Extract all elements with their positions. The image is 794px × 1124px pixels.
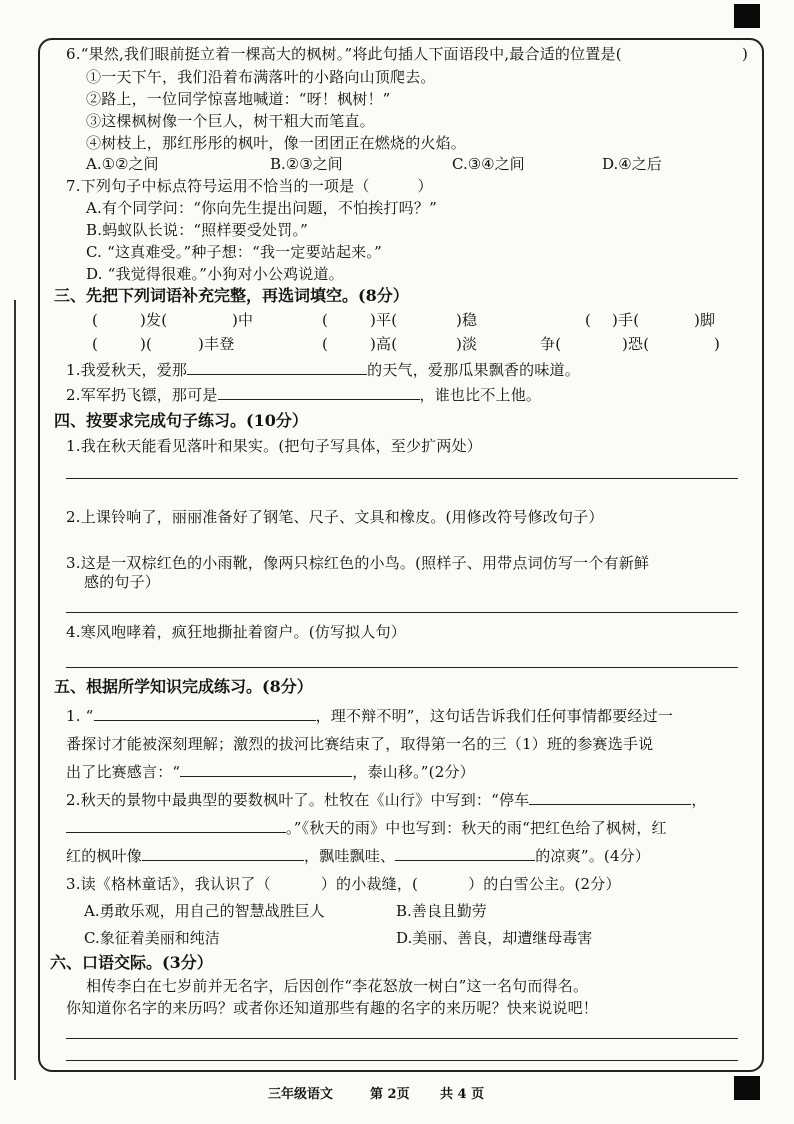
binding-line	[14, 300, 16, 1080]
q6-option-b[interactable]: B.②③之间	[270, 155, 343, 173]
sec3-idiom-3c: )脚	[694, 311, 716, 329]
q6-sentence-2: ②路上，一位同学惊喜地喊道：“呀！枫树！”	[86, 90, 391, 108]
footer-subject: 三年级语文	[268, 1087, 334, 1102]
sec3-idiom-1b[interactable]: )发(	[140, 311, 168, 329]
sec3-idiom-2a: (	[322, 311, 329, 329]
sec5-option-c[interactable]: C.象征着美丽和纯洁	[84, 929, 220, 947]
q7-option-a[interactable]: A.有个同学问：“你向先生提出问题，不怕挨打吗？”	[86, 199, 437, 217]
sec3-idiom-3b[interactable]: )手(	[612, 311, 640, 329]
sec4-q1: 1.我在秋天能看见落叶和果实。(把句子写具体，至少扩两处）	[66, 437, 482, 455]
sec3-idiom-4a: (	[92, 335, 99, 353]
q6-sentence-4: ④树枝上，那红彤彤的枫叶，像一团团正在燃烧的火焰。	[86, 134, 467, 152]
q6-stem: 6.“果然,我们眼前挺立着一棵高大的枫树。”将此句插人下面语段中,最合适的位置是(	[66, 45, 622, 63]
registration-mark-bottom-right	[734, 1076, 760, 1100]
sec5-option-a[interactable]: A.勇敢乐观，用自己的智慧战胜巨人	[84, 902, 325, 920]
sec5-q1-blank-1[interactable]	[94, 706, 316, 721]
sec5-q2-line1: 2.秋天的景物中最典型的要数枫叶了。杜牧在《山行》中写到：“停车 ，	[66, 791, 707, 809]
sec5-q2-blank-1[interactable]	[529, 790, 691, 805]
sec6-answer-line-2[interactable]	[66, 1060, 738, 1061]
section-5-title: 五、根据所学知识完成练习。(8分）	[54, 677, 313, 696]
sec3-fill-2: 2.军军扔飞镖，那可是 ，谁也比不上他。	[66, 386, 542, 404]
sec5-q1-blank-2[interactable]	[180, 762, 352, 777]
sec3-idiom-5b[interactable]: )高(	[370, 335, 398, 353]
q6-answer-paren[interactable]: )	[742, 45, 749, 63]
sec4-q3-line1: 3.这是一双棕红色的小雨靴，像两只棕红色的小鸟。(照样子、用带点词仿写一个有新鲜	[66, 554, 650, 572]
sec3-idiom-4c: )丰登	[198, 335, 235, 353]
sec5-q3: 3.读《格林童话》，我认识了（ ）的小裁缝，( ）的白雪公主。(2分）	[66, 875, 621, 893]
sec3-idiom-5a: (	[322, 335, 329, 353]
sec5-q2-blank-3[interactable]	[142, 846, 304, 861]
section-3-title: 三、先把下列词语补充完整，再选词填空。(8分）	[54, 286, 409, 305]
sec3-idiom-1a: (	[92, 311, 99, 329]
sec4-q1-answer-line[interactable]	[66, 478, 738, 479]
sec3-idiom-6b[interactable]: )恐(	[622, 335, 650, 353]
sec4-q2: 2.上课铃响了，丽丽准备好了钢笔、尺子、文具和橡皮。(用修改符号修改句子）	[66, 508, 604, 526]
q7-stem: 7.下列句子中标点符号运用不恰当的一项是（ ）	[66, 177, 433, 195]
sec3-idiom-5c: )淡	[456, 335, 478, 353]
sec5-q2-line2: 。”《秋天的雨》中也写到：秋天的雨“把红色给了枫树，红	[66, 818, 667, 838]
sec3-idiom-1c: )中	[232, 311, 254, 329]
footer-page-number: 第 2页	[370, 1087, 410, 1102]
section-6-title: 六、口语交际。(3分）	[50, 953, 213, 972]
sec6-paragraph-2: 你知道你名字的来历吗？或者你还知道那些有趣的名字的来历呢？快来说说吧！	[66, 999, 599, 1017]
section-4-title: 四、按要求完成句子练习。(10分）	[54, 411, 308, 430]
sec5-q1-line2: 番探讨才能被深刻理解；激烈的拔河比赛结束了，取得第一名的三（1）班的参赛选手说	[66, 735, 654, 753]
sec3-idiom-2c: )稳	[456, 311, 478, 329]
footer-total-pages: 共 4 页	[440, 1087, 485, 1102]
sec5-q2-line3: 红的枫叶像 ，飘哇飘哇、 的凉爽”。(4分）	[66, 847, 651, 865]
sec3-fill-2-blank[interactable]	[218, 385, 420, 400]
q7-option-b[interactable]: B.蚂蚁队长说：“照样要受处罚。”	[86, 221, 309, 239]
sec3-idiom-6c: )	[714, 335, 721, 353]
q7-option-d[interactable]: D. “我觉得很难。”小狗对小公鸡说道。	[86, 265, 344, 283]
q6-option-a[interactable]: A.①②之间	[86, 155, 159, 173]
sec3-idiom-6a: 争(	[540, 335, 562, 353]
sec5-option-d[interactable]: D.美丽、善良，却遭继母毒害	[396, 929, 593, 947]
sec3-idiom-4b[interactable]: )(	[140, 335, 153, 353]
sec3-fill-1-blank[interactable]	[187, 360, 367, 375]
sec4-q4-answer-line[interactable]	[66, 667, 738, 668]
sec5-q2-blank-2[interactable]	[66, 818, 286, 833]
sec5-q1-line1: 1. “ ，理不辩不明”，这句话告诉我们任何事情都要经过一	[66, 707, 674, 725]
sec4-q3-line2: 感的句子）	[84, 573, 161, 591]
sec5-q2-blank-4[interactable]	[395, 846, 535, 861]
q6-sentence-1: ①一天下午，我们沿着布满落叶的小路向山顶爬去。	[86, 68, 436, 86]
q6-option-d[interactable]: D.④之后	[602, 155, 662, 173]
q6-sentence-3: ③这棵枫树像一个巨人，树干粗大而笔直。	[86, 112, 375, 130]
q6-option-c[interactable]: C.③④之间	[452, 155, 525, 173]
sec6-answer-line-1[interactable]	[66, 1038, 738, 1039]
sec3-idiom-3a: (	[585, 311, 592, 329]
q7-option-c[interactable]: C. “这真难受。”种子想：“我一定要站起来。”	[86, 243, 382, 261]
sec3-idiom-2b[interactable]: )平(	[370, 311, 398, 329]
sec6-paragraph-1: 相传李白在七岁前并无名字，后因创作“李花怒放一树白”这一名句而得名。	[86, 977, 589, 995]
sec4-q4: 4.寒风咆哮着，疯狂地撕扯着窗户。(仿写拟人句）	[66, 623, 406, 641]
sec3-fill-1: 1.我爱秋天，爱那 的天气，爱那瓜果飘香的味道。	[66, 361, 580, 379]
sec4-q3-answer-line[interactable]	[66, 612, 738, 613]
sec5-option-b[interactable]: B.善良且勤劳	[396, 902, 487, 920]
registration-mark-top-right	[734, 4, 760, 28]
sec5-q1-line3: 出了比赛感言：“ ，泰山移。”(2分）	[66, 763, 475, 781]
